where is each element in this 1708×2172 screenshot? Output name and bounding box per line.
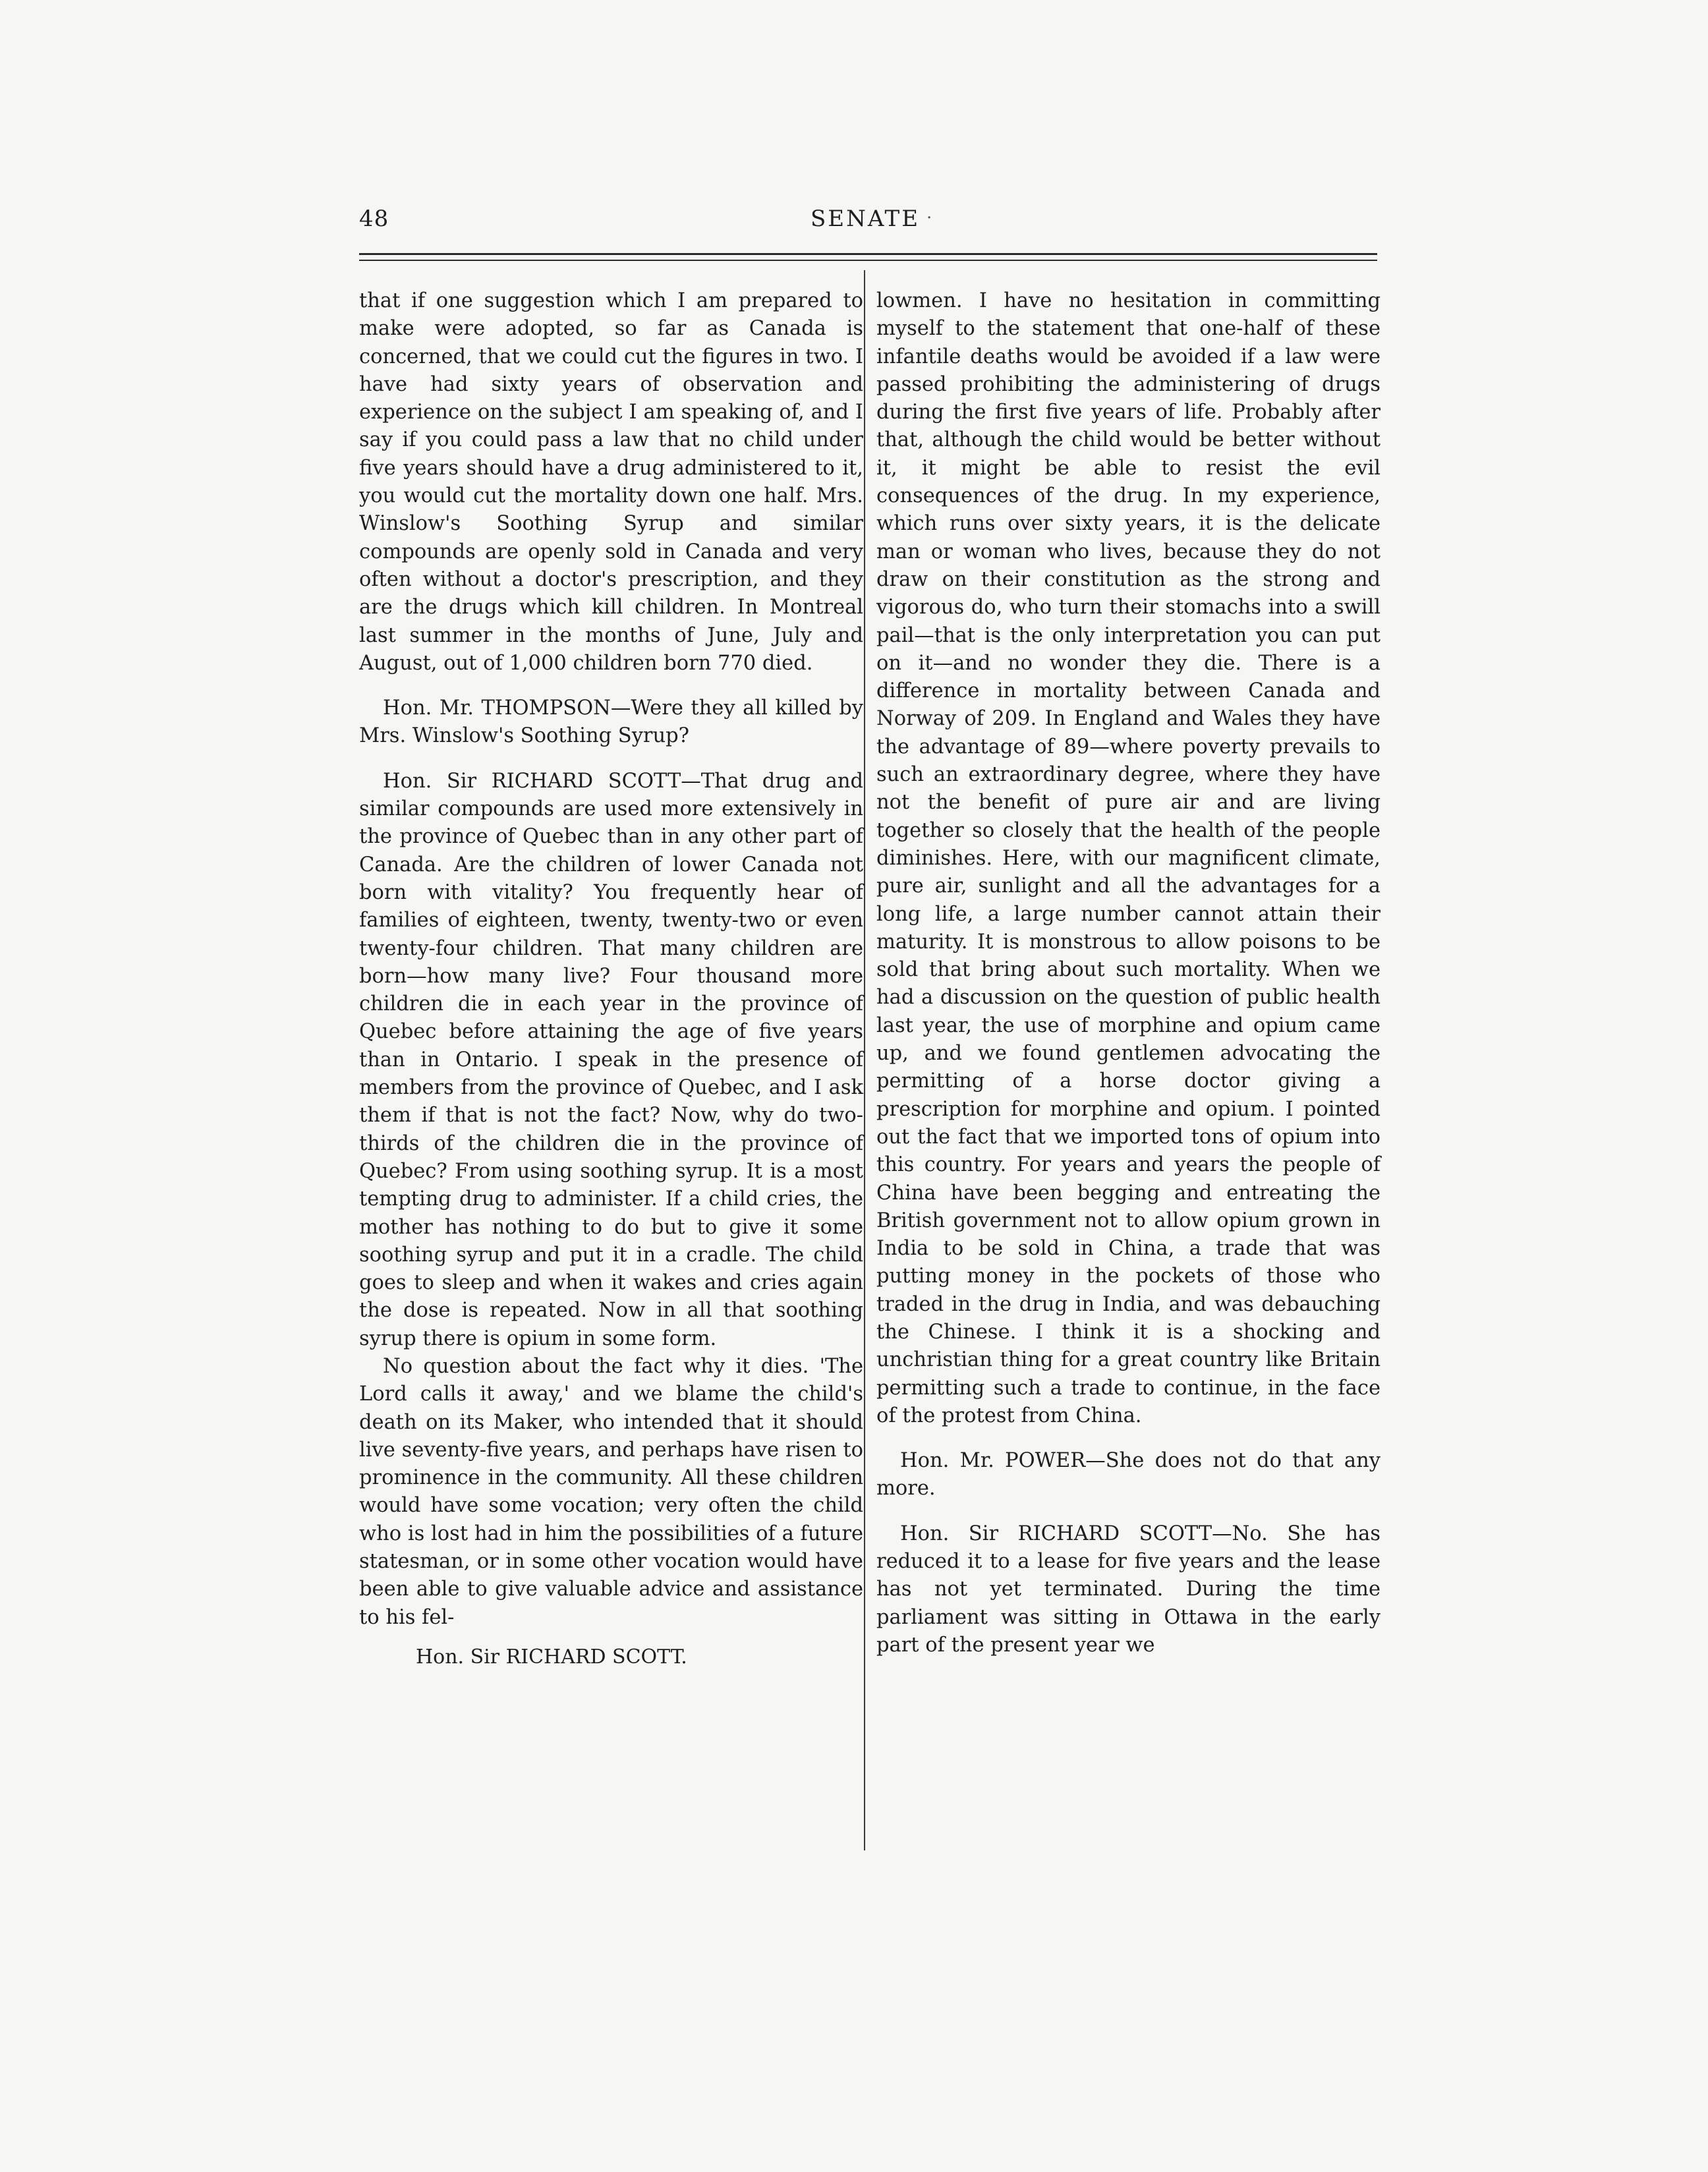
- head-ornament-dot: ·: [926, 208, 932, 228]
- paragraph: Hon. Mr. POWER—She does not do that any more.: [876, 1449, 1381, 1500]
- paragraph: Hon. Sir RICHARD SCOTT—That drug and similar compounds are used more extensively in the province of Quebec than in any other part of Canada. Are the children of lower Canada not born with vitality? You frequently hear of families of eighteen, twenty, twenty-two or even twenty-four children. That many children are born—how many live? Four thousand more children die in each year in the province of Quebec before attaining the age of five years than in Ontario. I speak in the presence of members from the province of Quebec, and I ask them if that is not the fact? Now, why do two-thirds of the children die in the province of Quebec? From using soothing syrup. It is a most tempting drug to administer. If a child cries, the mother has nothing to do but to give it some soothing syrup and put it in a cradle. The child goes to sleep and when it wakes and cries again the dose is repeated. Now in all that soothing syrup there is opium in some form.: [359, 769, 863, 1350]
- footer-speaker-name: Hon. Sir RICHARD SCOTT.: [416, 1645, 687, 1669]
- paragraph: No question about the fact why it dies. 'The Lord calls it away,' and we blame the child's death on its Maker, who intended that it should live seventy-five years, and perhaps have risen to prominence in the community. All these children would have some vocation; very often the child who is lost had in him the possibilities of a future statesman, or in some other vocation would have been able to give valuable advice and assistance to his fel-: [359, 1354, 863, 1629]
- paragraph: Hon. Mr. THOMPSON—Were they all killed by Mrs. Winslow's Soothing Syrup?: [359, 697, 863, 748]
- page-number: 48: [359, 206, 389, 232]
- header-rule-bottom: [359, 260, 1377, 261]
- column-divider: [864, 270, 865, 1850]
- header-rule-top: [359, 253, 1377, 255]
- right-column: [876, 287, 1381, 1875]
- paragraph: that if one suggestion which I am prepared to make were adopted, so far as Canada is concerned, that we could cut the figures in two. I have had sixty years of observation and experience on the subject I am speaking of, and I say if you could pass a law that no child under five years should have a drug administered to it, you would cut the mortality down one half. Mrs. Winslow's Soothing Syrup and similar compounds are openly sold in Canada and very often without a doctor's prescription, and they are the drugs which kill children. In Montreal last summer in the months of June, July and August, out of 1,000 children born 770 died.: [359, 289, 863, 675]
- running-head: SENATE: [811, 206, 921, 232]
- paragraph: Hon. Sir RICHARD SCOTT—No. She has reduced it to a lease for five years and the lease has not yet terminated. During the time parliament was sitting in Ottawa in the early part of the present year we: [876, 1522, 1381, 1657]
- paragraph: lowmen. I have no hesitation in committing myself to the statement that one-half of these infantile deaths would be avoided if a law were passed prohibiting the administering of drugs during the first five years of life. Probably after that, although the child would be better without it, it might be able to resist the evil consequences of the drug. In my experience, which runs over sixty years, it is the delicate man or woman who lives, because they do not draw on their constitution as the strong and vigorous do, who turn their stomachs into a swill pail—that is the only interpretation you can put on it—and no wonder they die. There is a difference in mortality between Canada and Norway of 209. In England and Wales they have the advantage of 89—where poverty prevails to such an extraordinary degree, where they have not the benefit of pure air and are living together so closely that the health of the people diminishes. Here, with our magnificent climate, pure air, sunlight and all the advantages for a long life, a large number cannot attain their maturity. It is monstrous to allow poisons to be sold that bring about such mortality. When we had a discussion on the question of public health last year, the use of morphine and opium came up, and we found gentlemen advocating the permitting of a horse doctor giving a prescription for morphine and opium. I pointed out the fact that we imported tons of opium into this country. For years and years the people of China have been begging and entreating the British government not to allow opium grown in India to be sold in China, a trade that was putting money in the pockets of those who traded in the drug in India, and was debauching the Chinese. I think it is a shocking and unchristian thing for a great country like Britain permitting such a trade to continue, in the face of the protest from China.: [876, 289, 1381, 1427]
- left-column: [359, 287, 863, 1875]
